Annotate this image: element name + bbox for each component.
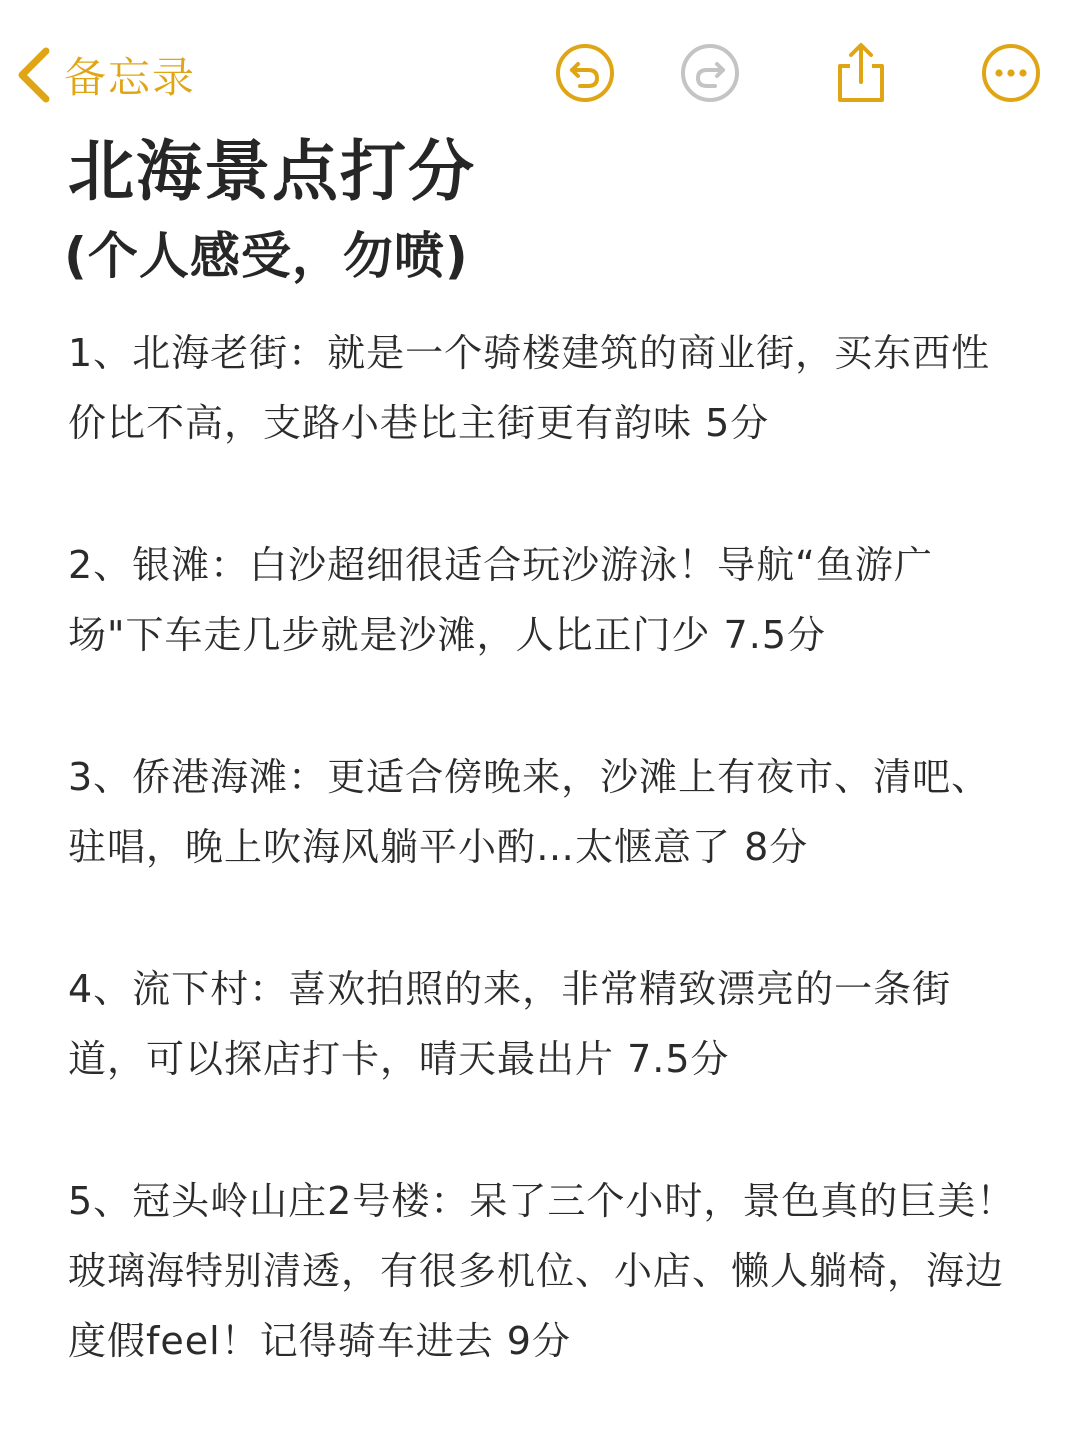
note-body[interactable] [64,128,1018,1448]
note-entries [68,318,1018,1376]
note-entry-2: 2、银滩：白沙超细很适合玩沙游泳！导航“鱼游广场"下车走几步就是沙滩，人比正门少 7.5分 [68,543,933,657]
undo-button[interactable] [552,40,618,106]
back-label: 备忘录 [64,53,197,102]
note-title: 北海景点打分 [68,133,476,210]
navigation-bar [0,0,1080,130]
share-button[interactable] [828,40,894,106]
back-button[interactable] [16,40,196,110]
note-entry-3: 3、侨港海滩：更适合傍晚来，沙滩上有夜市、清吧、驻唱，晚上吹海风躺平小酌…太惬意了 8分 [68,755,991,869]
redo-icon [679,42,741,104]
share-icon [830,40,892,106]
more-icon [980,42,1042,104]
note-entry-4: 4、流下村：喜欢拍照的来，非常精致漂亮的一条街道，可以探店打卡，晴天最出片 7.5分 [68,967,952,1081]
redo-button[interactable] [677,40,743,106]
note-entry-5: 5、冠头岭山庄2号楼：呆了三个小时，景色真的巨美！玻璃海特别清透，有很多机位、小店、懒人躺椅，海边度假feel！记得骑车进去 9分 [68,1179,1016,1363]
chevron-left-icon [16,47,52,103]
note-subtitle: (个人感受，勿喷) [64,227,469,285]
note-entry-1: 1、北海老街：就是一个骑楼建筑的商业街，买东西性价比不高，支路小巷比主街更有韵味 5分 [68,331,991,445]
undo-icon [554,42,616,104]
more-button[interactable] [978,40,1044,106]
